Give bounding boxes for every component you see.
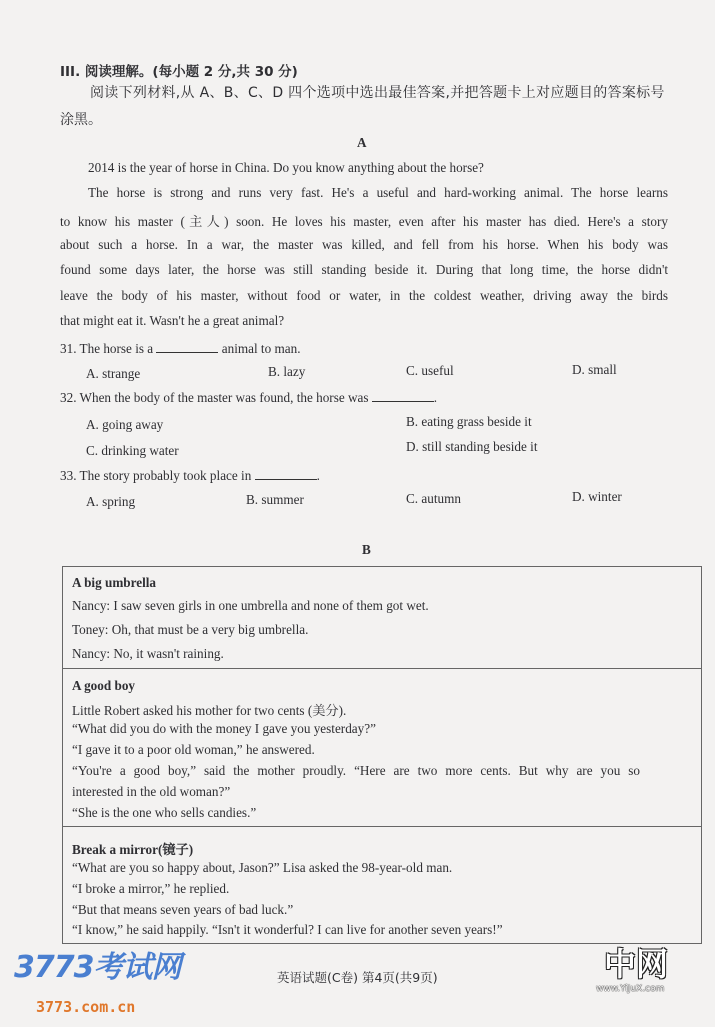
question-stem: animal to man. xyxy=(218,341,301,356)
story-line: “She is the one who sells candies.” xyxy=(72,805,257,820)
story-line: Toney: Oh, that must be a very big umbrella. xyxy=(72,622,309,637)
answer-blank xyxy=(156,341,218,353)
divider xyxy=(63,826,701,827)
story-line: “I gave it to a poor old woman,” he answered. xyxy=(72,742,315,757)
story-line: Little Robert asked his mother for two cents (美分). xyxy=(72,703,347,718)
story-line: Nancy: I saw seven girls in one umbrella and none of them got wet. xyxy=(72,598,429,613)
story-title: Break a mirror(镜子) xyxy=(72,842,194,857)
option-31-b[interactable]: B. lazy xyxy=(268,364,306,379)
option-32-d[interactable]: D. still standing beside it xyxy=(406,439,538,454)
option-31-d[interactable]: D. small xyxy=(572,362,617,377)
site-url-watermark: 3773.com.cn xyxy=(36,998,136,1016)
zhongwang-sub-watermark: www.YiJuX.com xyxy=(596,984,665,994)
option-32-c[interactable]: C. drinking water xyxy=(86,443,179,458)
story-line: Nancy: No, it wasn't raining. xyxy=(72,646,224,661)
story-title: A big umbrella xyxy=(72,575,157,590)
section-heading: III. 阅读理解。(每小题 2 分,共 30 分) xyxy=(60,64,298,80)
answer-blank xyxy=(255,468,317,480)
zhongwang-watermark: 中网 xyxy=(604,945,669,983)
answer-blank xyxy=(372,390,434,402)
passage-line: The horse is strong and runs very fast. He's a useful and hard-working animal. The horse learns xyxy=(88,185,668,200)
page-footer: 英语试题(C卷) 第4页(共9页) xyxy=(277,970,438,985)
passage-line: about such a horse. In a war, the master was killed, and fell from his horse. When his body was xyxy=(60,237,668,252)
story-line: interested in the old woman?” xyxy=(72,784,231,799)
divider xyxy=(63,668,701,669)
question-stem: 32. When the body of the master was found, the horse was xyxy=(60,390,372,405)
option-33-d[interactable]: D. winter xyxy=(572,489,622,504)
story-line: “What did you do with the money I gave you yesterday?” xyxy=(72,721,376,736)
passage-b-label: B xyxy=(362,542,371,557)
question-31 xyxy=(60,341,301,357)
passage-line: 2014 is the year of horse in China. Do you know anything about the horse? xyxy=(88,160,484,175)
passage-a-label: A xyxy=(357,135,367,150)
instruction-line-1: 阅读下列材料,从 A、B、C、D 四个选项中选出最佳答案,并把答题卡上对应题目的答案标号 xyxy=(90,85,665,101)
passage-line: that might eat it. Wasn't he a great animal? xyxy=(60,313,285,328)
option-33-b[interactable]: B. summer xyxy=(246,492,304,507)
story-line: “I know,” he said happily. “Isn't it wonderful? I can live for another seven years!” xyxy=(72,922,503,937)
instruction-line-2: 涂黑。 xyxy=(60,112,102,128)
question-stem: . xyxy=(433,390,438,405)
passage-line: leave the body of his master, without food or water, in the coldest weather, driving away the birds xyxy=(60,288,668,303)
story-line: “You're a good boy,” said the mother proudly. “Here are two more cents. But why are you so xyxy=(72,763,640,778)
option-31-c[interactable]: C. useful xyxy=(406,363,454,378)
jokes-box xyxy=(62,566,702,944)
option-31-a[interactable]: A. strange xyxy=(86,366,141,381)
question-stem: . xyxy=(316,468,320,483)
question-32 xyxy=(60,390,437,406)
option-32-b[interactable]: B. eating grass beside it xyxy=(406,414,532,429)
story-line: “But that means seven years of bad luck.” xyxy=(72,902,294,917)
passage-line: to know his master (主人) soon. He loves his master, even after his master has died. Here's a story xyxy=(60,214,668,229)
story-line: “What are you so happy about, Jason?” Lisa asked the 98-year-old man. xyxy=(72,860,453,875)
question-stem: 33. The story probably took place in xyxy=(60,468,255,483)
story-line: “I broke a mirror,” he replied. xyxy=(72,881,230,896)
story-title: A good boy xyxy=(72,678,136,693)
option-32-a[interactable]: A. going away xyxy=(86,417,164,432)
passage-line: found some days later, the horse was still standing beside it. During that long time, the horse didn't xyxy=(60,262,668,277)
option-33-a[interactable]: A. spring xyxy=(86,494,136,509)
question-33 xyxy=(60,468,320,484)
site-logo-watermark: 3773考试网 xyxy=(14,950,181,985)
option-33-c[interactable]: C. autumn xyxy=(406,491,461,506)
question-stem: 31. The horse is a xyxy=(60,341,157,356)
